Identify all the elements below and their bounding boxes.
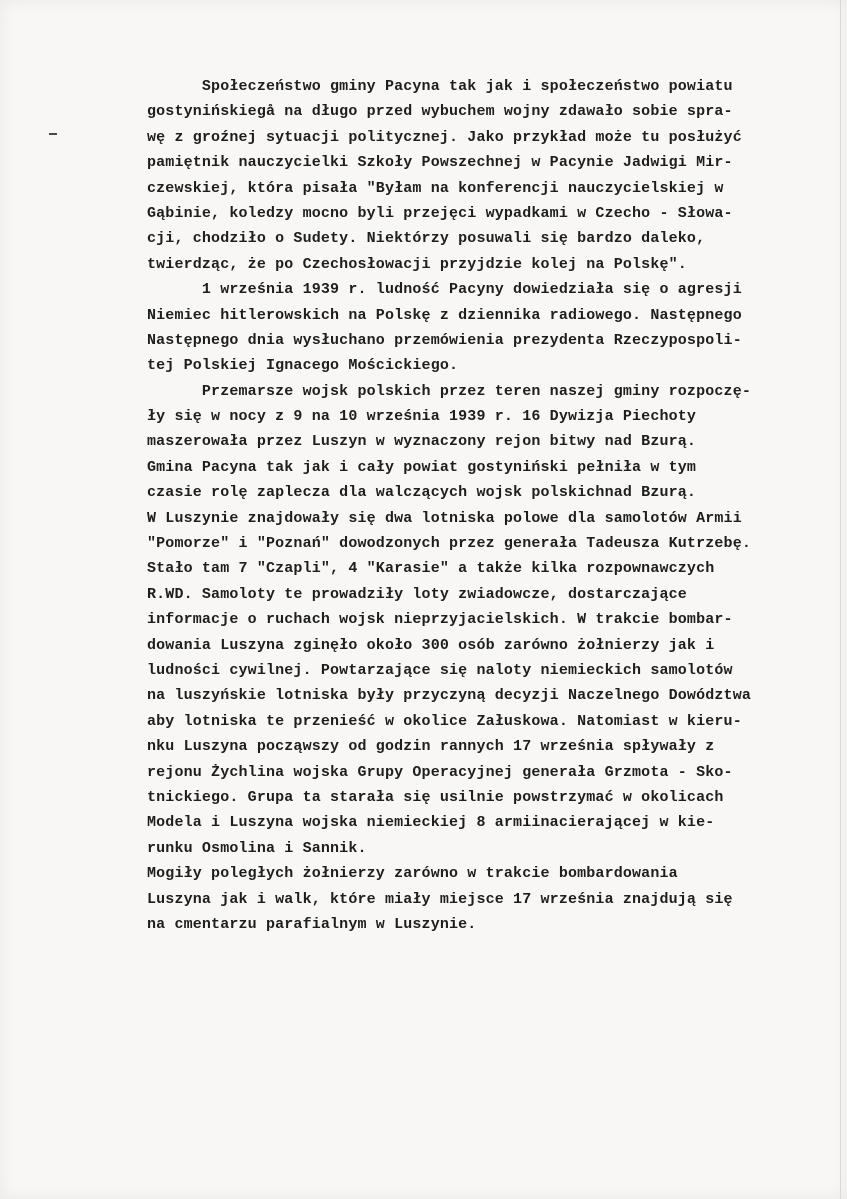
text-line: wę z groźnej sytuacji politycznej. Jako przykład może tu posłużyć <box>147 128 742 146</box>
text-line: na cmentarzu parafialnym w Luszynie. <box>147 915 477 933</box>
text-line: Gąbinie, koledzy mocno byli przejęci wypadkami w Czecho - Słowa- <box>147 204 733 222</box>
text-line: ły się w nocy z 9 na 10 września 1939 r. 16 Dywizja Piechoty <box>147 408 697 426</box>
text-line: gostynińskiegå na długo przed wybuchem wojny zdawało sobie spra- <box>147 103 733 121</box>
text-line: dowania Luszyna zginęło około 300 osób zarówno żołnierzy jak i <box>147 636 715 654</box>
text-line: W Luszynie znajdowały się dwa lotniska polowe dla samolotów Armii <box>147 509 742 527</box>
text-line: R.WD. Samoloty te prowadziły loty zwiadowcze, dostarczające <box>147 585 687 603</box>
text-line: Następnego dnia wysłuchano przemówienia prezydenta Rzeczypospoli- <box>147 331 742 349</box>
text-line: 1 września 1939 r. ludność Pacyny dowiedziała się o agresji <box>147 281 742 299</box>
text-line: pamiętnik nauczycielki Szkoły Powszechnej w Pacynie Jadwigi Mir- <box>147 154 733 172</box>
text-line: czewskiej, która pisała "Byłam na konferencji nauczycielskiej w <box>147 179 724 197</box>
text-line: Luszyna jak i walk, które miały miejsce 17 września znajdują się <box>147 890 733 908</box>
text-line: aby lotniska te przenieść w okolice Załuskowa. Natomiast w kieru- <box>147 712 742 730</box>
text-line: nku Luszyna począwszy od godzin rannych 17 września spływały z <box>147 738 715 756</box>
text-line: Społeczeństwo gminy Pacyna tak jak i społeczeństwo powiatu <box>147 78 733 95</box>
text-line: na luszyńskie lotniska były przyczyną decyzji Naczelnego Dowództwa <box>147 687 751 705</box>
text-line: Stało tam 7 "Czapli", 4 "Karasie" a także kilka rozpownawczych <box>147 560 715 578</box>
text-line: ludności cywilnej. Powtarzające się naloty niemieckich samolotów <box>147 661 733 679</box>
text-line: "Pomorze" i "Poznań" dowodzonych przez generała Tadeusza Kutrzebę. <box>147 535 751 553</box>
text-line: czasie rolę zaplecza dla walczących wojsk polskichnad Bzurą. <box>147 484 697 502</box>
text-line: Niemiec hitlerowskich na Polskę z dziennika radiowego. Następnego <box>147 306 742 324</box>
text-line: runku Osmolina i Sannik. <box>147 839 367 857</box>
text-line: twierdząc, że po Czechosłowacji przyjdzie kolej na Polskę". <box>147 255 687 273</box>
text-line: Gmina Pacyna tak jak i cały powiat gostyniński pełniła w tym <box>147 458 697 476</box>
text-line: tej Polskiej Ignacego Mościckiego. <box>147 357 459 375</box>
text-line: cji, chodziło o Sudety. Niektórzy posuwali się bardzo daleko, <box>147 230 706 248</box>
text-line: Modela i Luszyna wojska niemieckiej 8 armiinacierającej w kie- <box>147 814 715 832</box>
text-line: maszerowała przez Luszyn w wyznaczony rejon bitwy nad Bzurą. <box>147 433 697 451</box>
text-line: tnickiego. Grupa ta starała się usilnie powstrzymać w okolicach <box>147 788 724 806</box>
text-line: Przemarsze wojsk polskich przez teren naszej gminy rozpoczę- <box>147 382 751 400</box>
text-line: Mogiły poległych żołnierzy zarówno w trakcie bombardowania <box>147 865 678 883</box>
text-line: rejonu Żychlina wojska Grupy Operacyjnej generała Grzmota - Sko- <box>147 763 733 781</box>
margin-mark <box>49 133 57 135</box>
page-edge-line <box>840 0 841 1199</box>
typed-text-body <box>147 74 787 937</box>
text-line: informacje o ruchach wojsk nieprzyjacielskich. W trakcie bombar- <box>147 611 733 629</box>
